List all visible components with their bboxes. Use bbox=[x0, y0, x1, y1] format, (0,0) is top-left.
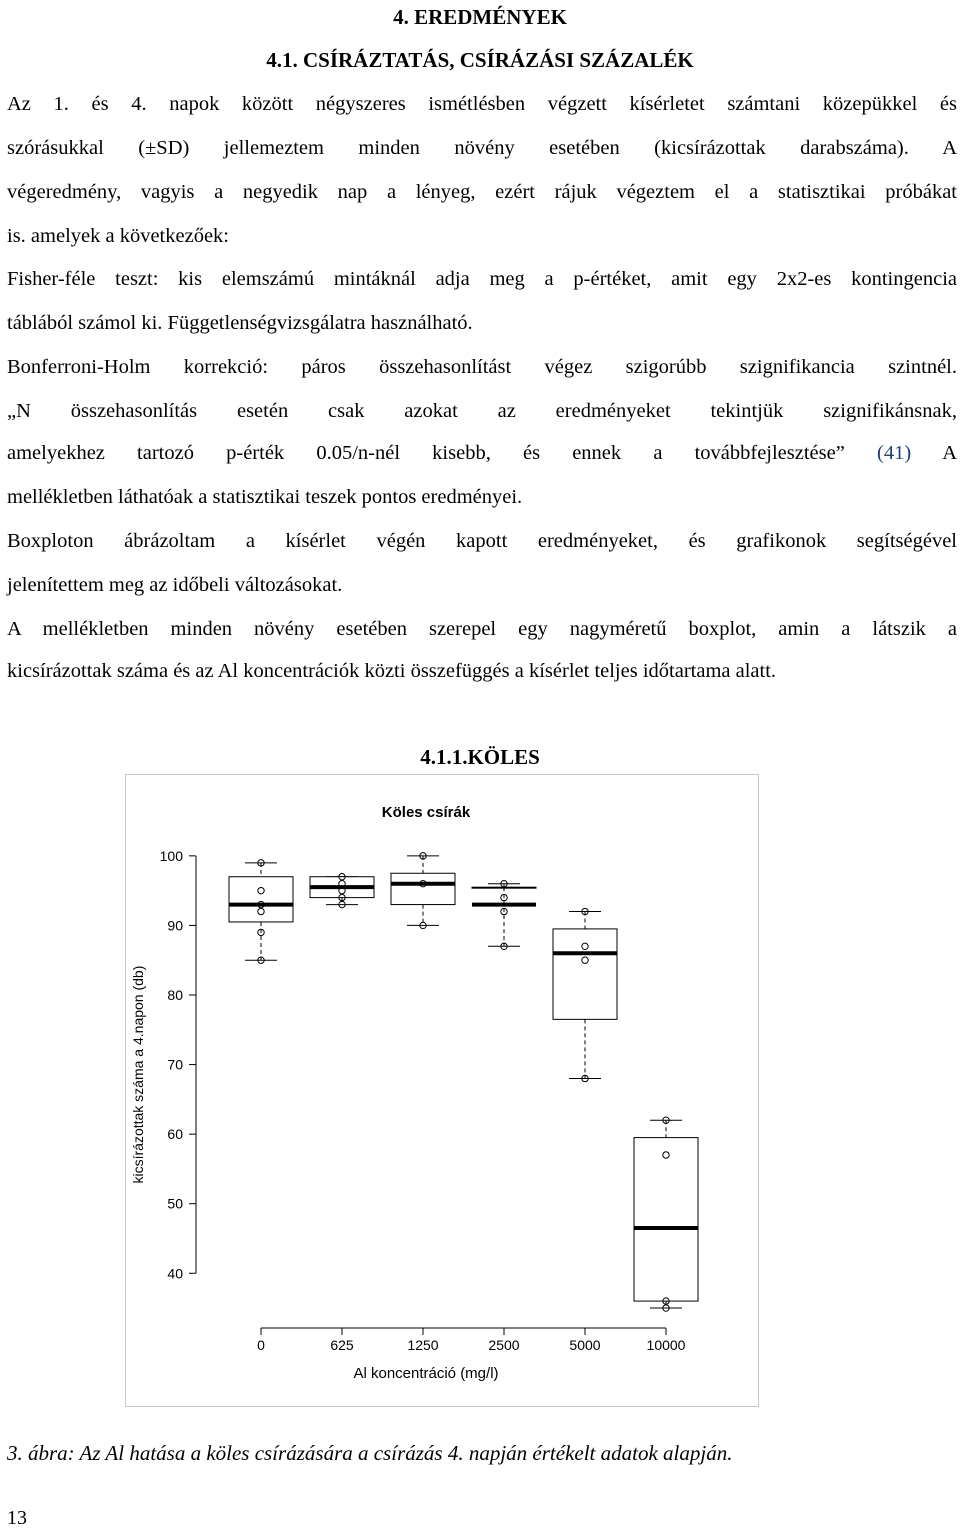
page-number: 13 bbox=[7, 1507, 27, 1529]
body-line: mellékletben láthatóak a statisztikai teszek pontos eredményei. bbox=[7, 486, 523, 508]
citation-link[interactable]: (41) bbox=[877, 442, 912, 464]
body-line: táblából számol ki. Függetlenségvizsgálatra használható. bbox=[7, 312, 473, 334]
x-tick-label: 5000 bbox=[569, 1337, 601, 1353]
y-tick-label: 90 bbox=[167, 917, 183, 934]
section-heading: 4. EREDMÉNYEK bbox=[393, 5, 567, 29]
y-tick-label: 70 bbox=[167, 1056, 183, 1073]
body-line bbox=[7, 441, 957, 465]
body-line: végeredmény, vagyis a negyedik nap a lényeg, ezért rájuk végeztem el a statisztikai próbákat bbox=[7, 181, 957, 203]
chart-title: Köles csírák bbox=[381, 804, 471, 821]
body-text: amelyekhez tartozó p-érték 0.05/n-nél kisebb, és ennek a továbbfejlesztése” bbox=[7, 442, 845, 464]
y-axis-label: kicsírázottak száma a 4.napon (db) bbox=[130, 965, 146, 1184]
box-10000 bbox=[634, 1138, 698, 1301]
boxplot-chart bbox=[126, 775, 758, 1406]
figure-caption: 3. ábra: Az Al hatása a köles csírázására a csírázás 4. napján értékelt adatok alapján. bbox=[7, 1441, 733, 1465]
body-line: Fisher-féle teszt: kis elemszámú mintáknál adja meg a p-értéket, amit egy 2x2-es kontingencia bbox=[7, 268, 957, 290]
body-line: kicsírázottak száma és az Al koncentrációk közti összefüggés a kísérlet teljes időtartama alatt. bbox=[7, 660, 777, 682]
figure-heading: 4.1.1.KÖLES bbox=[420, 745, 540, 769]
y-tick-label: 80 bbox=[167, 987, 183, 1003]
figure-frame bbox=[125, 774, 759, 1407]
body-text: A bbox=[942, 442, 958, 464]
subsection-heading: 4.1. CSÍRÁZTATÁS, CSÍRÁZÁSI SZÁZALÉK bbox=[266, 48, 694, 72]
body-line: A mellékletben minden növény esetében szerepel egy nagyméretű boxplot, amin a látszik a bbox=[7, 618, 957, 640]
box-1250 bbox=[391, 873, 455, 904]
y-tick-label: 100 bbox=[159, 847, 183, 864]
y-tick-label: 60 bbox=[167, 1126, 183, 1143]
body-line: Boxploton ábrázoltam a kísérlet végén kapott eredményeket, és grafikonok segítségével bbox=[7, 530, 957, 552]
box-5000 bbox=[553, 929, 617, 1019]
body-line: „N összehasonlítás esetén csak azokat az eredményeket tekintjük szignifikánsnak, bbox=[7, 400, 957, 422]
x-tick-label: 2500 bbox=[488, 1337, 520, 1353]
y-tick-label: 50 bbox=[167, 1195, 183, 1212]
body-line: Bonferroni-Holm korrekció: páros összehasonlítást végez szigorúbb szignifikancia szintnél. bbox=[7, 356, 957, 378]
body-line: szórásukkal (±SD) jellemeztem minden növény esetében (kicsírázottak darabszáma). A bbox=[7, 137, 957, 159]
body-line: jelenítettem meg az időbeli változásokat. bbox=[7, 574, 343, 596]
y-tick-label: 40 bbox=[167, 1265, 183, 1282]
x-tick-label: 10000 bbox=[646, 1337, 686, 1353]
body-line: Az 1. és 4. napok között négyszeres ismétlésben végzett kísérletet számtani közepükkel és bbox=[7, 93, 957, 115]
x-axis-label: Al koncentráció (mg/l) bbox=[353, 1365, 499, 1382]
x-tick-label: 0 bbox=[257, 1337, 265, 1353]
x-tick-label: 625 bbox=[330, 1337, 354, 1353]
body-line: is. amelyek a következőek: bbox=[7, 225, 229, 247]
x-tick-label: 1250 bbox=[407, 1337, 439, 1353]
